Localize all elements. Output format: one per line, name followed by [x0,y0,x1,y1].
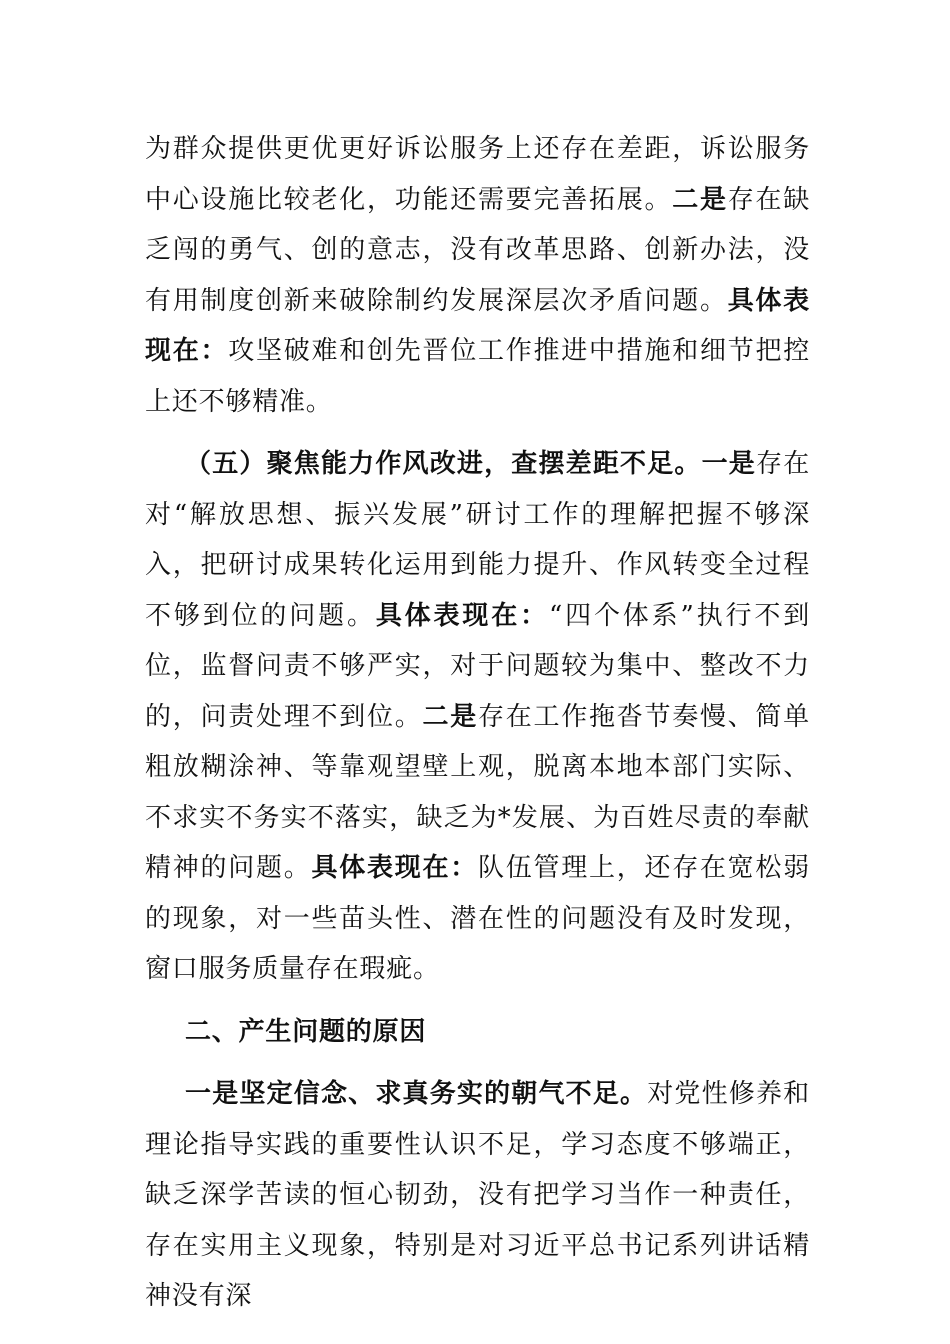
text-segment: 攻坚破难和创先晋位工作推进中措施和细节把控上还不够精准。 [145,336,810,417]
paragraph-continuation [145,124,810,427]
text-segment: “四个体系”执行不到位，监督问责不够严实，对于问题较为集中、整改不力的，问责处理不到位。 [145,600,811,732]
document-body [145,124,810,1322]
bold-label-specific-performance: 具体表现在： [311,853,478,883]
bold-lead-yi-shi: 一是 [701,449,756,479]
bold-lead-er-shi: 二是 [422,701,478,732]
chapter-heading-two: 二、产生问题的原因 [185,1016,427,1047]
text-segment: 对党性修养和理论指导实践的重要性认识不足，学习态度不够端正，缺乏深学苦读的恒心韧劲，没有把学习当作一种责任，存在实用主义现象，特别是对习近平总书记系列讲话精神没有深 [145,1079,810,1311]
bold-label-specific-performance: 具体表现在： [145,285,810,366]
bold-lead-cause-one: 一是坚定信念、求真务实的朝气不足。 [185,1079,648,1109]
text-segment: 队伍管理上，还存在宽松弱的现象，对一些苗头性、潜在性的问题没有及时发现，窗口服务质量存在瑕疵。 [145,853,810,984]
bold-lead-er-shi: 二是 [672,184,728,215]
bold-label-specific-performance: 具体表现在： [375,600,549,631]
text-segment: 存在缺乏闯的勇气、创的意志，没有改革思路、创新办法，没有用制度创新来破除制约发展深层次矛盾问题。 [145,184,810,316]
paragraph-cause-one [145,1069,810,1322]
text-segment: 为群众提供更优更好诉讼服务上还存在差距，诉讼服务中心设施比较老化，功能还需要完善拓展。 [145,134,810,215]
paragraph-section-five [145,439,810,995]
text-segment: 存在工作拖沓节奏慢、简单粗放糊涂神、等靠观望壁上观，脱离本地本部门实际、不求实不务实不落实，缺乏为*发展、为百姓尽责的奉献精神的问题。 [145,701,810,883]
text-segment: 存在对“解放思想、振兴发展”研讨工作的理解把握不够深入，把研讨成果转化运用到能力提升、作风转变全过程不够到位的问题。 [145,449,810,631]
heading-causes [145,1007,810,1058]
section-heading-five: （五）聚焦能力作风改进，查摆差距不足。 [185,449,702,479]
